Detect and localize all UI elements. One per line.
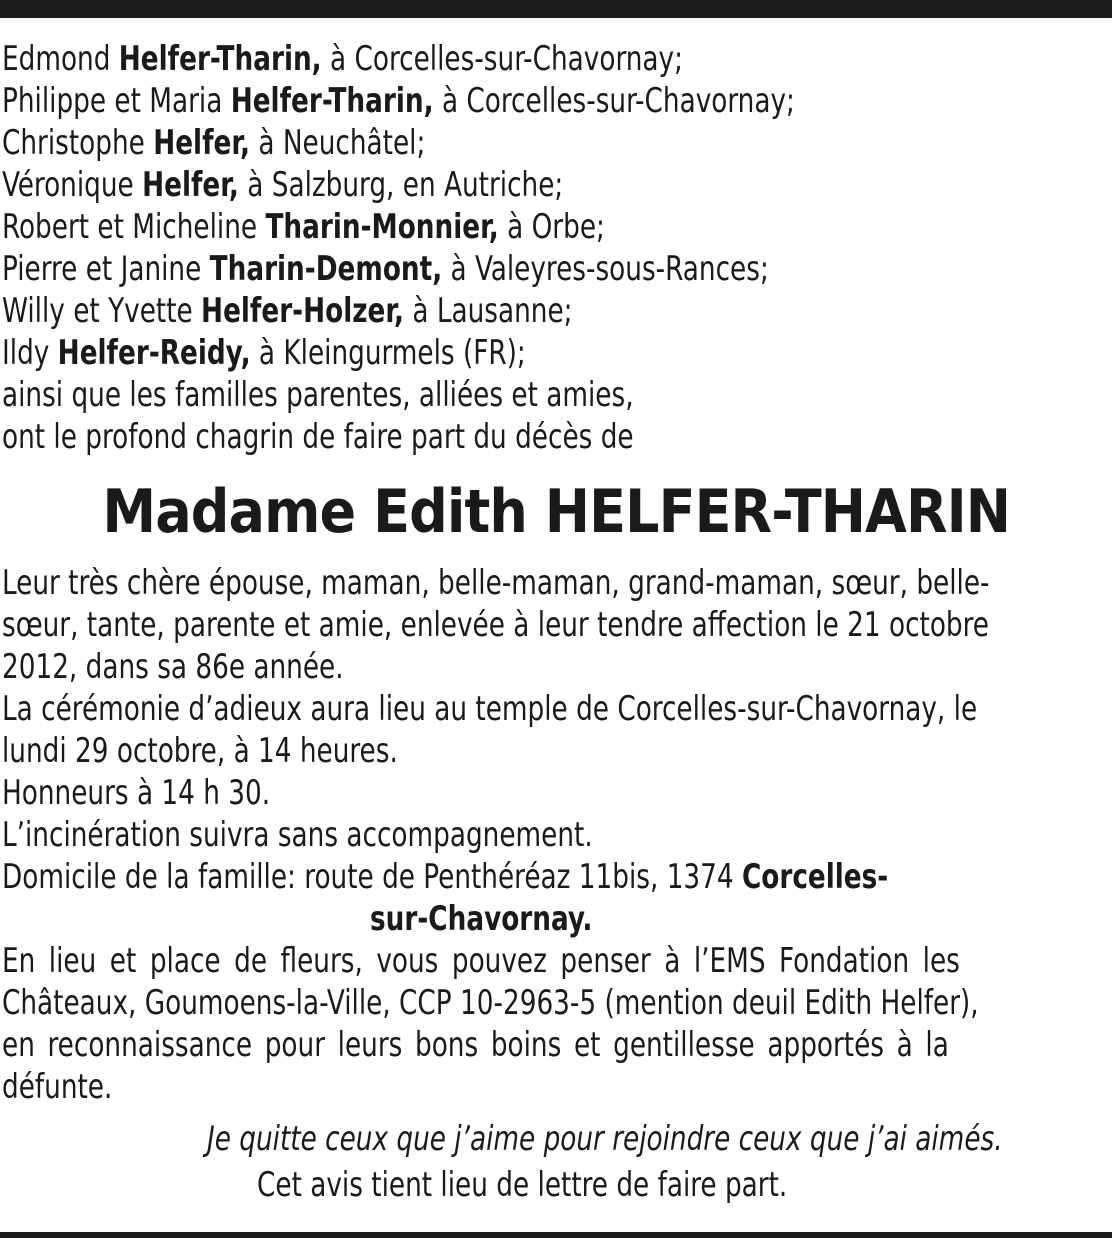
family-surname: Tharin-Monnier, bbox=[265, 207, 499, 247]
tribute-paragraph: Leur très chère épouse, maman, belle-maman, grand-maman, sœur, belle- sœur, tante, parente et amie, enlevée à leur tendre affection le 21 octobre 2012, dans sa 86e année. bbox=[2, 563, 990, 687]
honours-line: Honneurs à 14 h 30. bbox=[2, 773, 271, 813]
family-line bbox=[2, 80, 1110, 122]
cremation-line: L’incinération suivra sans accompagnement. bbox=[2, 815, 593, 855]
family-surname: Helfer, bbox=[142, 165, 239, 205]
family-text: Philippe et Maria bbox=[2, 81, 231, 121]
family-surname: Helfer-Tharin, bbox=[118, 39, 322, 79]
family-text: Véronique bbox=[2, 165, 143, 205]
bottom-rule bbox=[0, 1232, 1112, 1238]
family-surname: Helfer-Reidy, bbox=[57, 333, 251, 373]
family-surname: Helfer, bbox=[153, 123, 251, 163]
family-text: Ildy bbox=[2, 333, 58, 373]
closing-notice: Cet avis tient lieu de lettre de faire part. bbox=[257, 1165, 788, 1205]
family-place: à Valeyres-sous-Rances; bbox=[442, 249, 769, 289]
family-text: Pierre et Janine bbox=[2, 249, 210, 289]
obituary-notice bbox=[2, 38, 1110, 1206]
family-place: à Neuchâtel; bbox=[250, 123, 426, 163]
family-surname: Helfer-Tharin, bbox=[230, 81, 434, 121]
family-line bbox=[2, 164, 1110, 206]
family-line bbox=[2, 122, 1110, 164]
family-line bbox=[2, 248, 1110, 290]
family-surname: Helfer-Holzer, bbox=[201, 291, 405, 331]
top-rule bbox=[0, 0, 1112, 18]
family-place: à Orbe; bbox=[498, 207, 605, 247]
family-text: Edmond bbox=[2, 39, 119, 79]
family-place: à Corcelles-sur-Chavornay; bbox=[433, 81, 795, 121]
intro-line: ainsi que les familles parentes, alliées et amies, bbox=[2, 375, 634, 415]
family-line bbox=[2, 206, 1110, 248]
family-line bbox=[2, 38, 1110, 80]
family-place: à Kleingurmels (FR); bbox=[250, 333, 526, 373]
family-place: à Lausanne; bbox=[404, 291, 573, 331]
closing-quote: Je quitte ceux que j’aime pour rejoindre ceux que j’ai aimés. bbox=[207, 1119, 1003, 1159]
family-line bbox=[2, 332, 1110, 374]
family-text: Robert et Micheline bbox=[2, 207, 266, 247]
family-line bbox=[2, 290, 1110, 332]
family-place: à Salzburg, en Autriche; bbox=[238, 165, 564, 205]
family-text: Christophe bbox=[2, 123, 154, 163]
family-list bbox=[2, 38, 1110, 374]
deceased-name: Madame Edith HELFER-THARIN bbox=[102, 477, 1010, 547]
domicile-address: Domicile de la famille: route de Penthéréaz 11bis, 1374 Corcelles- sur-Chavornay. bbox=[2, 857, 889, 939]
family-surname: Tharin-Demont, bbox=[209, 249, 443, 289]
ceremony-paragraph: La cérémonie d’adieux aura lieu au temple de Corcelles-sur-Chavornay, le lundi 29 octobre, à 14 heures. bbox=[2, 689, 978, 771]
family-text: Willy et Yvette bbox=[2, 291, 202, 331]
intro-line: ont le profond chagrin de faire part du décès de bbox=[2, 417, 634, 457]
donation-paragraph: En lieu et place de fleurs, vous pouvez penser à l’EMS Fondation les Châteaux, Goumoens-la-Ville, CCP 10-2963-5 (mention deuil Edith Helfer), en reconnaissance pour leurs bons boins et gentillesse apportés à la défunte. bbox=[2, 941, 979, 1107]
family-place: à Corcelles-sur-Chavornay; bbox=[321, 39, 683, 79]
